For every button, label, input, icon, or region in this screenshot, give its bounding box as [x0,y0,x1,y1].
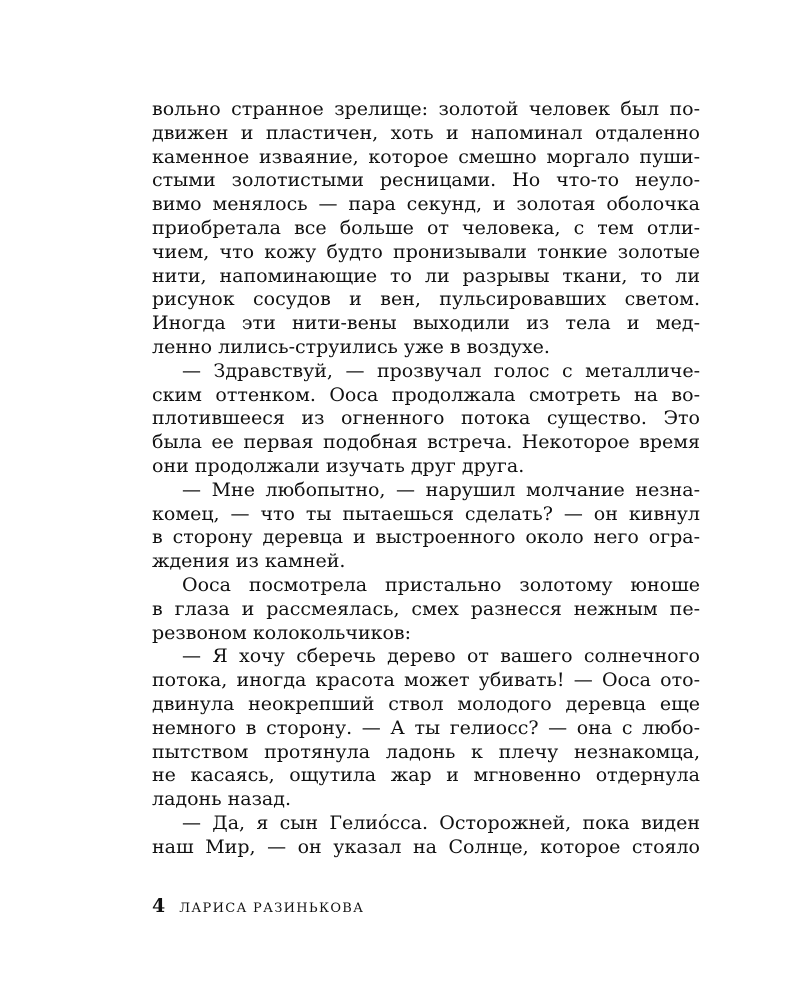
text-line: резвоном колокольчиков: [152,621,412,644]
text-line: — Мне любопытно, — нарушил молчание незна- [182,478,700,501]
text-line: комец, — что ты пытаешься сделать? — он кивнул [152,502,700,525]
text-line: движен и пластичен, хоть и напоминал отдаленно [152,121,700,144]
text-line: — Здравствуй, — прозвучал голос с металличе- [182,359,700,382]
text-line: — Я хочу сберечь дерево от вашего солнечного [182,645,700,668]
body-text [152,98,700,860]
text-line: немного в сторону. — А ты гелиосс? — она с любо- [152,716,700,739]
text-line: нити, напоминающие то ли разрывы ткани, то ли [152,264,700,287]
text-line: пытством протянула ладонь к плечу незнакомца, [152,740,700,763]
text-line: ладонь назад. [152,788,292,811]
text-line: не касаясь, ощутила жар и мгновенно отдернула [152,764,700,787]
text-line: Иногда эти нити-вены выходили из тела и мед- [152,312,700,335]
running-footer-author: ЛАРИСА РАЗИНЬКОВА [179,901,365,916]
text-line: они продолжали изучать друг друга. [152,454,525,477]
page-footer [152,895,364,919]
text-line: чием, что кожу будто пронизывали тонкие золотые [152,240,700,263]
text-line: Ооса посмотрела пристально золотому юноше [182,573,700,596]
text-line: наш Мир, — он указал на Солнце, которое стояло [152,835,700,858]
text-line: вольно странное зрелище: золотой человек был по- [152,98,700,120]
text-line: плотившееся из огненного потока существо. Это [152,407,700,430]
text-line: ским оттенком. Ооса продолжала смотреть на во- [152,383,700,406]
text-line: стыми золотистыми ресницами. Но что-то неуло- [152,169,700,192]
text-line: — Да, я сын Гелио́сса. Осторожней, пока виден [182,811,700,834]
text-line: потока, иногда красота может убивать! — Ооса ото- [152,669,700,692]
text-line: в глаза и рассмеялась, смех разнесся нежным пе- [152,597,700,620]
text-line: вимо менялось — пара секунд, и золотая оболочка [152,193,700,216]
text-line: ждения из камней. [152,550,346,573]
text-line: рисунок сосудов и вен, пульсировавших светом. [152,288,700,311]
text-line: в сторону деревца и выстроенного около него огра- [152,526,700,549]
text-line: приобретала все больше от человека, с тем отли- [152,216,700,239]
text-line: каменное изваяние, которое смешно моргало пуши- [152,145,700,168]
text-line: была ее первая подобная встреча. Некоторое время [152,431,700,454]
text-line: двинула неокрепший ствол молодого деревца еще [152,692,700,715]
page-number: 4 [152,895,166,917]
text-line: ленно лились-струились уже в воздухе. [152,335,550,358]
